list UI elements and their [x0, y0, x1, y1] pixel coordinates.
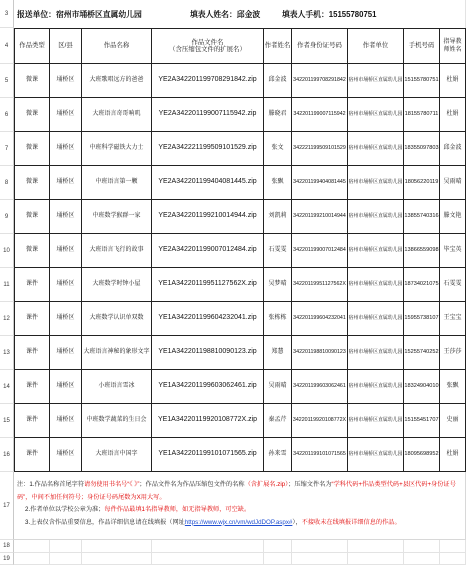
note-text: 每件作品最填1名指导教师，如无指导教师，可空缺。: [104, 506, 251, 513]
empty-cell[interactable]: [264, 540, 292, 553]
row-number[interactable]: 6: [0, 98, 14, 132]
author-unit-cell[interactable]: 宿州市埇桥区直属幼儿园: [348, 166, 404, 200]
row-number[interactable]: 17: [0, 472, 14, 540]
advisor-cell[interactable]: 杜娟: [440, 438, 466, 472]
id-number-cell[interactable]: 342221199509101529: [292, 132, 348, 166]
work-title-cell[interactable]: 大班数学认识单双数: [82, 302, 152, 336]
advisor-cell[interactable]: 石雯雯: [440, 268, 466, 302]
filler-name-value: 邱金波: [236, 9, 261, 19]
empty-cell[interactable]: [50, 553, 82, 565]
author-unit-cell[interactable]: 宿州市埇桥区直属幼儿园: [348, 370, 404, 404]
author-unit-cell[interactable]: 宿州市埇桥区直属幼儿园: [348, 268, 404, 302]
work-type-cell[interactable]: 微课: [14, 200, 50, 234]
author-name-cell[interactable]: 孙来雪: [264, 438, 292, 472]
district-cell[interactable]: 埇桥区: [50, 234, 82, 268]
advisor-cell[interactable]: 史丽: [440, 404, 466, 438]
phone-cell[interactable]: 15955738107: [404, 302, 440, 336]
row-number[interactable]: 13: [0, 336, 14, 370]
id-number-cell[interactable]: 342201199603062461: [292, 370, 348, 404]
id-number-cell[interactable]: 342201199007115942: [292, 98, 348, 132]
empty-cell[interactable]: [440, 540, 466, 553]
work-type-cell[interactable]: 课件: [14, 268, 50, 302]
header-file-name-sub: （含压缩包文件的扩展名）: [169, 46, 246, 53]
author-unit-cell[interactable]: 宿州市埇桥区直属幼儿园: [348, 200, 404, 234]
advisor-cell[interactable]: 张飘: [440, 370, 466, 404]
work-title-cell[interactable]: 大班数学时钟小屋: [82, 268, 152, 302]
row-number[interactable]: 12: [0, 302, 14, 336]
empty-cell[interactable]: [152, 540, 264, 553]
row-number[interactable]: 15: [0, 404, 14, 438]
author-unit-cell[interactable]: 宿州市埇桥区直属幼儿园: [348, 404, 404, 438]
row-number[interactable]: 5: [0, 64, 14, 98]
file-name-cell[interactable]: YE1A342201198810090123.zip: [152, 336, 264, 370]
note-text: ），: [292, 518, 302, 526]
work-type-cell[interactable]: 微课: [14, 64, 50, 98]
file-name-cell[interactable]: YE2A342201199708291842.zip: [152, 64, 264, 98]
work-type-cell[interactable]: 课件: [14, 404, 50, 438]
phone-cell[interactable]: 18095698952: [404, 438, 440, 472]
district-cell[interactable]: 埇桥区: [50, 404, 82, 438]
row-number[interactable]: 19: [0, 553, 14, 565]
empty-cell[interactable]: [440, 553, 466, 565]
author-name-cell[interactable]: 滕晓君: [264, 98, 292, 132]
row-number[interactable]: 10: [0, 234, 14, 268]
row-number[interactable]: 9: [0, 200, 14, 234]
phone-cell[interactable]: 13855740316: [404, 200, 440, 234]
empty-cell[interactable]: [292, 540, 348, 553]
empty-cell[interactable]: [82, 540, 152, 553]
author-unit-cell[interactable]: 宿州市埇桥区直属幼儿园: [348, 234, 404, 268]
id-number-cell[interactable]: 342201199604232041: [292, 302, 348, 336]
phone-cell[interactable]: 15155451707: [404, 404, 440, 438]
author-unit-cell[interactable]: 宿州市埇桥区直属幼儿园: [348, 98, 404, 132]
phone-cell[interactable]: 13866559098: [404, 234, 440, 268]
info-cell[interactable]: [14, 0, 466, 28]
file-name-cell[interactable]: YE1A342201199603062461.zip: [152, 370, 264, 404]
note-text: ；压缩文件名为: [288, 481, 332, 488]
note-text: 请勿使用书名号“《 》”: [84, 481, 140, 488]
note-text: 3.上表仅含作品重要信息，作品详细信息请在线填报（网址: [25, 518, 185, 526]
filler-phone: [282, 9, 376, 20]
id-number-cell[interactable]: 34220119920108772X: [292, 404, 348, 438]
author-name-cell[interactable]: 张栋栋: [264, 302, 292, 336]
header-district[interactable]: 区/县: [50, 28, 82, 64]
empty-cell[interactable]: [348, 553, 404, 565]
empty-cell[interactable]: [348, 540, 404, 553]
empty-cell[interactable]: [152, 553, 264, 565]
phone-cell[interactable]: 15255740252: [404, 336, 440, 370]
author-name-cell[interactable]: 郑慧: [264, 336, 292, 370]
author-unit-cell[interactable]: 宿州市埇桥区直属幼儿园: [348, 132, 404, 166]
note-text: ，中间不加任何符号；身份证号码尾数为X用大写。: [25, 493, 166, 501]
id-number-cell[interactable]: 342201199404081445: [292, 166, 348, 200]
author-unit-cell[interactable]: 宿州市埇桥区直属幼儿园: [348, 302, 404, 336]
author-name-cell[interactable]: 吴梦晴: [264, 268, 292, 302]
header-file-name[interactable]: [152, 28, 264, 64]
header-author-name[interactable]: 作者姓名: [264, 28, 292, 64]
district-cell[interactable]: 埇桥区: [50, 438, 82, 472]
work-type-cell[interactable]: 微课: [14, 98, 50, 132]
work-title-cell[interactable]: 大班语言中国字: [82, 438, 152, 472]
note-text: 不接收未在线填报详细信息的作品。: [301, 518, 401, 526]
work-type-cell[interactable]: 课件: [14, 370, 50, 404]
work-type-cell[interactable]: 微课: [14, 132, 50, 166]
file-name-cell[interactable]: YE2A342201199007012484.zip: [152, 234, 264, 268]
work-type-cell[interactable]: 课件: [14, 336, 50, 370]
survey-link[interactable]: https://www.wjx.cn/vm/wdJdDOP.aspx#: [184, 518, 293, 526]
district-cell[interactable]: 埇桥区: [50, 200, 82, 234]
district-cell[interactable]: 埇桥区: [50, 336, 82, 370]
phone-cell[interactable]: 18734021075: [404, 268, 440, 302]
row-number[interactable]: 16: [0, 438, 14, 472]
filler-name-label: 填表人姓名：: [190, 9, 237, 19]
author-name-cell[interactable]: 秦孟芹: [264, 404, 292, 438]
phone-cell[interactable]: 15155780751: [404, 64, 440, 98]
author-unit-cell[interactable]: 宿州市埇桥区直属幼儿园: [348, 336, 404, 370]
work-title-cell[interactable]: 中班语言第一颗: [82, 166, 152, 200]
empty-cell[interactable]: [14, 540, 50, 553]
id-number-cell[interactable]: 342201199101071565: [292, 438, 348, 472]
id-number-cell[interactable]: 342201199708291842: [292, 64, 348, 98]
file-name-cell[interactable]: YE2A342201199404081445.zip: [152, 166, 264, 200]
header-work-type[interactable]: 作品类型: [14, 28, 50, 64]
district-cell[interactable]: 埇桥区: [50, 132, 82, 166]
work-title-cell[interactable]: 大班语言神秘的象形文字: [82, 336, 152, 370]
empty-cell[interactable]: [50, 540, 82, 553]
file-name-cell[interactable]: YE2A342201199007115942.zip: [152, 98, 264, 132]
work-title-cell[interactable]: 小班语言雪冰: [82, 370, 152, 404]
empty-cell[interactable]: [404, 540, 440, 553]
empty-cell[interactable]: [82, 553, 152, 565]
empty-cell[interactable]: [14, 553, 50, 565]
district-cell[interactable]: 埇桥区: [50, 64, 82, 98]
author-name-cell[interactable]: 邱金波: [264, 64, 292, 98]
author-unit-cell[interactable]: 宿州市埇桥区直属幼儿园: [348, 438, 404, 472]
advisor-cell[interactable]: 杜娟: [440, 64, 466, 98]
author-name-cell[interactable]: 张飘: [264, 166, 292, 200]
empty-cell[interactable]: [404, 553, 440, 565]
note-line: [17, 517, 459, 530]
district-cell[interactable]: 埇桥区: [50, 166, 82, 200]
header-advisor[interactable]: 指导教师姓名: [440, 28, 466, 64]
work-title-cell[interactable]: 中班数学猴群一家: [82, 200, 152, 234]
note-line: [17, 479, 459, 504]
work-title-cell[interactable]: 大班语言飞行的故事: [82, 234, 152, 268]
advisor-cell[interactable]: 吴雨晴: [440, 166, 466, 200]
advisor-cell[interactable]: 滕文艳: [440, 200, 466, 234]
file-name-cell[interactable]: YE1A34220119920108772X.zip: [152, 404, 264, 438]
district-cell[interactable]: 埇桥区: [50, 268, 82, 302]
author-name-cell[interactable]: 刘凯莉: [264, 200, 292, 234]
id-number-cell[interactable]: 342201199007012484: [292, 234, 348, 268]
file-name-cell[interactable]: YE1A34220119951127562X.zip: [152, 268, 264, 302]
header-author-unit[interactable]: 作者单位: [348, 28, 404, 64]
advisor-cell[interactable]: 邱金波: [440, 132, 466, 166]
advisor-cell[interactable]: 王莎莎: [440, 336, 466, 370]
note-text: 2.作者单位以学校公章为准；: [25, 506, 105, 513]
filler-name: [190, 9, 282, 20]
phone-cell[interactable]: 18155780711: [404, 98, 440, 132]
advisor-cell[interactable]: 王宝宝: [440, 302, 466, 336]
row-number[interactable]: 18: [0, 540, 14, 553]
work-title-cell[interactable]: 中班科学磁铁大力士: [82, 132, 152, 166]
work-type-cell[interactable]: 微课: [14, 166, 50, 200]
submitting-unit: [17, 9, 190, 20]
empty-cell[interactable]: [264, 553, 292, 565]
id-number-cell[interactable]: 342201198810090123: [292, 336, 348, 370]
phone-cell[interactable]: 18324904010: [404, 370, 440, 404]
note-line: [17, 504, 459, 517]
author-name-cell[interactable]: 吴雨晴: [264, 370, 292, 404]
row-number[interactable]: 14: [0, 370, 14, 404]
empty-cell[interactable]: [292, 553, 348, 565]
row-number[interactable]: 3: [0, 0, 14, 28]
author-unit-cell[interactable]: 宿州市埇桥区直属幼儿园: [348, 64, 404, 98]
work-title-cell[interactable]: 大班歌唱远方的爸爸: [82, 64, 152, 98]
phone-cell[interactable]: 18056220119: [404, 166, 440, 200]
district-cell[interactable]: 埇桥区: [50, 98, 82, 132]
work-title-cell[interactable]: 中班数学蔬菜的生日会: [82, 404, 152, 438]
submitting-unit-label: 报送单位：: [17, 9, 56, 19]
file-name-cell[interactable]: YE1A342201199101071565.zip: [152, 438, 264, 472]
id-number-cell[interactable]: 342201199210014944: [292, 200, 348, 234]
row-number[interactable]: 7: [0, 132, 14, 166]
note-text: ；作品文件名为作品压缩包文件的名称: [139, 481, 245, 488]
file-name-cell[interactable]: YE1A342201199604232041.zip: [152, 302, 264, 336]
note-text: 注：1.作品名称首尾字符: [17, 481, 85, 488]
header-id-number[interactable]: 作者身份证号码: [292, 28, 348, 64]
district-cell[interactable]: 埇桥区: [50, 302, 82, 336]
header-work-title[interactable]: 作品名称: [82, 28, 152, 64]
filler-phone-value: 15155780751: [328, 9, 377, 19]
file-name-cell[interactable]: YE2A342221199509101529.zip: [152, 132, 264, 166]
work-title-cell[interactable]: 大班语言奇哥响叽: [82, 98, 152, 132]
work-type-cell[interactable]: 课件: [14, 438, 50, 472]
row-number[interactable]: 4: [0, 28, 14, 64]
work-type-cell[interactable]: 课件: [14, 302, 50, 336]
author-name-cell[interactable]: 张文: [264, 132, 292, 166]
phone-cell[interactable]: 18355097803: [404, 132, 440, 166]
advisor-cell[interactable]: 毕宝英: [440, 234, 466, 268]
note-text: （含扩展名.zip）: [244, 481, 289, 488]
work-type-cell[interactable]: 微课: [14, 234, 50, 268]
file-name-cell[interactable]: YE2A342201199210014944.zip: [152, 200, 264, 234]
header-file-name-main: 作品文件名: [191, 38, 224, 46]
author-name-cell[interactable]: 石雯雯: [264, 234, 292, 268]
row-number[interactable]: 11: [0, 268, 14, 302]
advisor-cell[interactable]: 杜娟: [440, 98, 466, 132]
header-phone[interactable]: 手机号码: [404, 28, 440, 64]
district-cell[interactable]: 埇桥区: [50, 370, 82, 404]
filler-phone-label: 填表人手机：: [282, 9, 329, 19]
notes-cell[interactable]: [14, 472, 466, 540]
note-text: “学科代码+作品类型代码+县区代码+身份证号码”: [17, 481, 456, 501]
row-number[interactable]: 8: [0, 166, 14, 200]
submitting-unit-value: 宿州市埇桥区直属幼儿园: [55, 9, 142, 19]
id-number-cell[interactable]: 34220119951127562X: [292, 268, 348, 302]
